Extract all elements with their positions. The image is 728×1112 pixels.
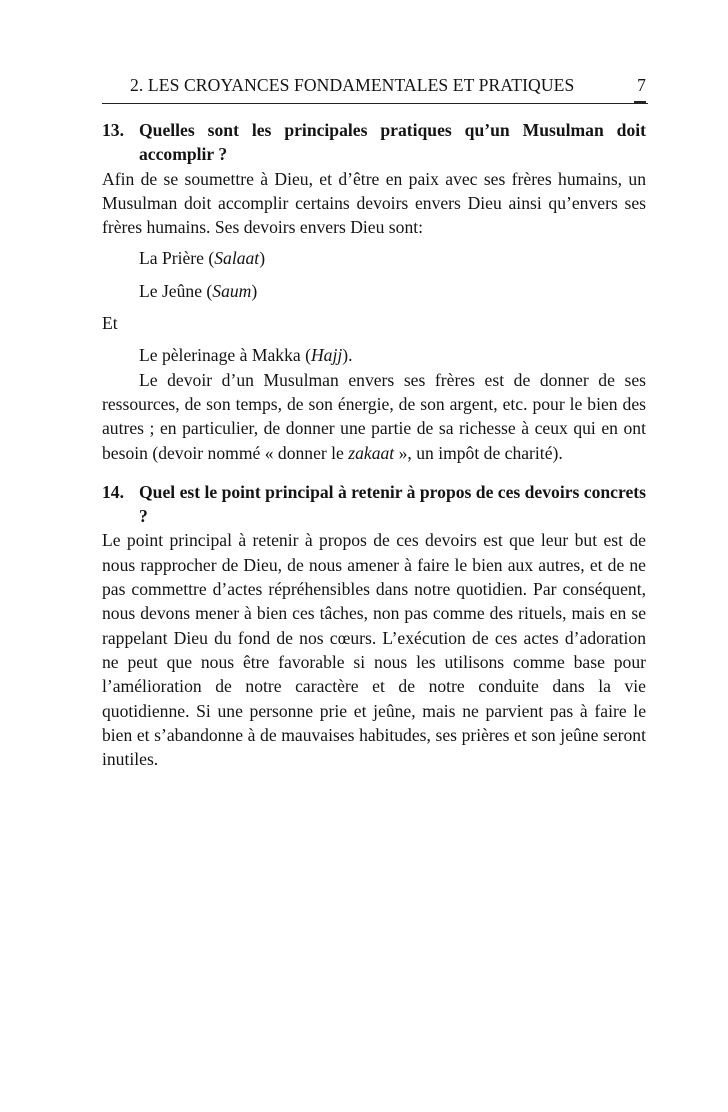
conjunction-et: Et	[102, 313, 118, 334]
duty-fasting-name: Le Jeûne	[139, 280, 203, 301]
charity-paragraph	[102, 368, 646, 465]
question-14-heading	[102, 480, 646, 529]
question-14-number: 14.	[102, 481, 124, 502]
running-header	[102, 67, 648, 104]
question-13-number: 13.	[102, 120, 124, 140]
duty-prayer-term: Salaat	[214, 248, 260, 269]
question-13-title: Quelles sont les principales pratiques qu’un Musulman doit accomplir ?	[139, 120, 646, 165]
duty-prayer: La Prière (Salaat)	[139, 248, 266, 269]
duty-fasting: Le Jeûne (Saum)	[139, 280, 258, 301]
charity-text-after: », un impôt de charité).	[394, 442, 563, 463]
duty-fasting-term: Saum	[212, 280, 252, 301]
page-body	[102, 118, 646, 771]
question-13-heading	[102, 118, 646, 167]
charity-term: zakaat	[348, 442, 395, 463]
question-14-answer: Le point principal à retenir à propos de ces devoirs est que leur but est de nous rapprocher de Dieu, de nous amener à faire le bien aux autres, et de ne pas commettre d’actes répréhensibles dans notre quotidien. Par conséquent, nous devons mener à bien ces tâches, non pas comme des rituels, mais en se rappelant Dieu du fond de nos cœurs. L’exécution de ces actes d’adoration ne peut que nous être favorable si nous les utilisons comme base pour l’amélioration de notre caractère et de notre conduite dans la vie quotidienne. Si une personne prie et jeûne, mais ne parvient pas à faire le bien et s’abandonne à de mauvaises habitudes, ses prières et son jeûne seront inutiles.	[102, 530, 646, 770]
page-number-rule	[634, 101, 646, 103]
duty-pilgrimage: Le pèlerinage à Makka (Hajj).	[139, 345, 353, 366]
duty-pilgrimage-term: Hajj	[310, 345, 343, 366]
question-13-intro: Afin de se soumettre à Dieu, et d’être en paix avec ses frères humains, un Musulman doit accomplir certains devoirs envers Dieu ainsi qu’envers ses frères humains. Ses devoirs envers Dieu sont:	[102, 168, 646, 238]
page-number: 7	[637, 75, 646, 95]
duty-prayer-name: La Prière	[139, 248, 204, 269]
question-14-title: Quel est le point principal à retenir à propos de ces devoirs concrets ?	[139, 481, 646, 527]
chapter-title: 2. LES CROYANCES FONDAMENTALES ET PRATIQUES	[130, 75, 575, 95]
duty-pilgrimage-name: Le pèlerinage à Makka	[139, 345, 301, 366]
charity-text-before: Le devoir d’un Musulman envers ses frères est de donner de ses ressources, de son temps, de son énergie, de son argent, etc. pour le bien des autres ; en particulier, de donner une partie de sa richesse à ceux qui en ont besoin (devoir nommé « donner le	[102, 369, 646, 463]
